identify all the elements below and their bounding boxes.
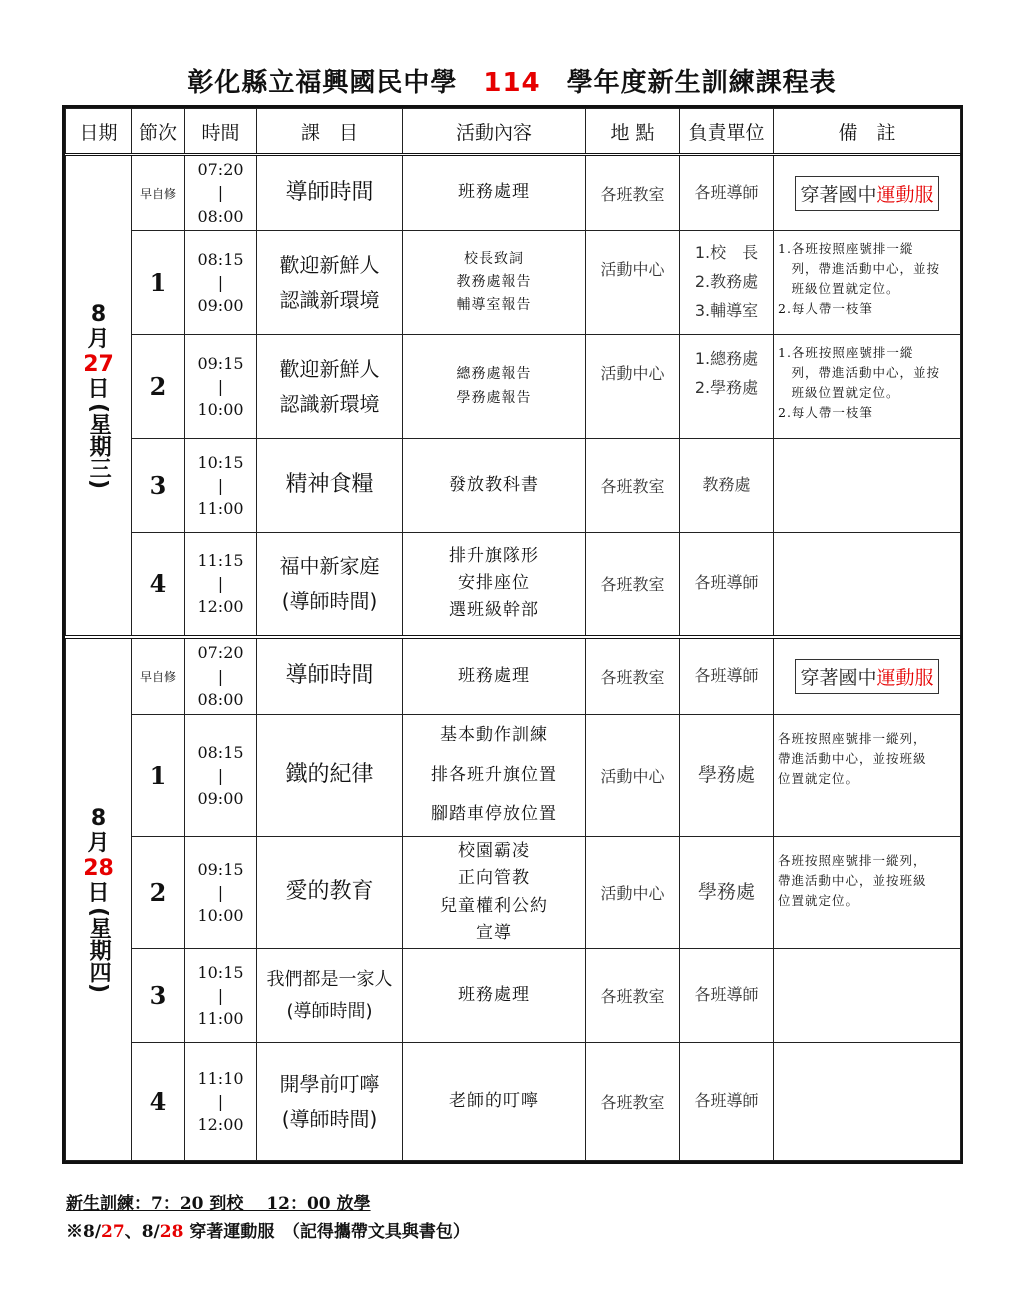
header-date: 日期: [66, 109, 132, 155]
footer-line-1: 新生訓練：7：20 到校 12：00 放學: [66, 1194, 371, 1214]
schedule-table: [62, 105, 963, 1164]
header-activity: 活動內容: [403, 109, 586, 155]
date-cell-day1: 8 月 27 日 (星期三): [66, 155, 132, 637]
table-row: 8 月 28 日 (星期四) 早自修 07:20 | 08:00 導師時間 班務處理 各班教室 各班導師 穿著國中運動服: [66, 637, 961, 715]
header-place: 地 點: [586, 109, 680, 155]
title-rest: 學年度新生訓練課程表: [566, 68, 837, 98]
header-unit: 負責單位: [680, 109, 774, 155]
date-number: 27: [83, 352, 114, 378]
title-school: 彰化縣立福興國民中學: [187, 68, 458, 98]
header-period: 節次: [132, 109, 185, 155]
dress-code-badge: 穿著國中運動服: [795, 659, 938, 694]
header-note: 備 註: [774, 109, 961, 155]
date-number: 28: [83, 856, 114, 882]
table-row: 3 10:15 | 11:00 精神食糧 發放教科書 各班教室 教務處: [66, 439, 961, 533]
date-cell-day2: 8 月 28 日 (星期四): [66, 637, 132, 1161]
table-row: 3 10:15 | 11:00 我們都是一家人 (導師時間) 班務處理 各班教室 各班導師: [66, 949, 961, 1043]
page-title: [0, 62, 1024, 99]
table-row: 8 月 27 日 (星期三) 早自修 07:20 | 08:00 導師時間 班務處理 各班教室 各班導師 穿著國中運動服: [66, 155, 961, 231]
table-row: 4 11:15 | 12:00 福中新家庭 (導師時間) 排升旗隊形 安排座位 選班級幹部 各班教室 各班導師: [66, 533, 961, 637]
header-row: [66, 109, 961, 155]
table-row: 1 08:15 | 09:00 鐵的紀律 基本動作訓練 排各班升旗位置 腳踏車停放位置 活動中心 學務處 各班按照座號排一縱列， 帶進活動中心，並按班級 位置就定位。: [66, 715, 961, 837]
title-year: 114: [483, 68, 541, 98]
header-course: 課 目: [257, 109, 403, 155]
header-time: 時間: [185, 109, 257, 155]
footer-notes: [66, 1190, 470, 1246]
dress-code-badge: 穿著國中運動服: [795, 176, 938, 211]
table-row: 1 08:15 | 09:00 歡迎新鮮人 認識新環境 校長致詞 教務處報告 輔導室報告 活動中心 1.校 長 2.教務處 3.輔導室 1.各班按照座號排一縱 列，帶進活動中心，並按 班級位置就定位。 2.每人帶一枝筆: [66, 231, 961, 335]
table-row: 2 09:15 | 10:00 愛的教育 校園霸凌 正向管教 兒童權利公約 宣導 活動中心 學務處 各班按照座號排一縱列， 帶進活動中心，並按班級 位置就定位。: [66, 837, 961, 949]
table-row: 2 09:15 | 10:00 歡迎新鮮人 認識新環境 總務處報告 學務處報告 活動中心 1.總務處 2.學務處 1.各班按照座號排一縱 列，帶進活動中心，並按 班級位置就定位。 2.每人帶一枝筆: [66, 335, 961, 439]
table-row: 4 11:10 | 12:00 開學前叮嚀 (導師時間) 老師的叮嚀 各班教室 各班導師: [66, 1043, 961, 1161]
footer-line-2: ※8/27、8/28 穿著運動服 （記得攜帶文具與書包）: [66, 1222, 470, 1243]
